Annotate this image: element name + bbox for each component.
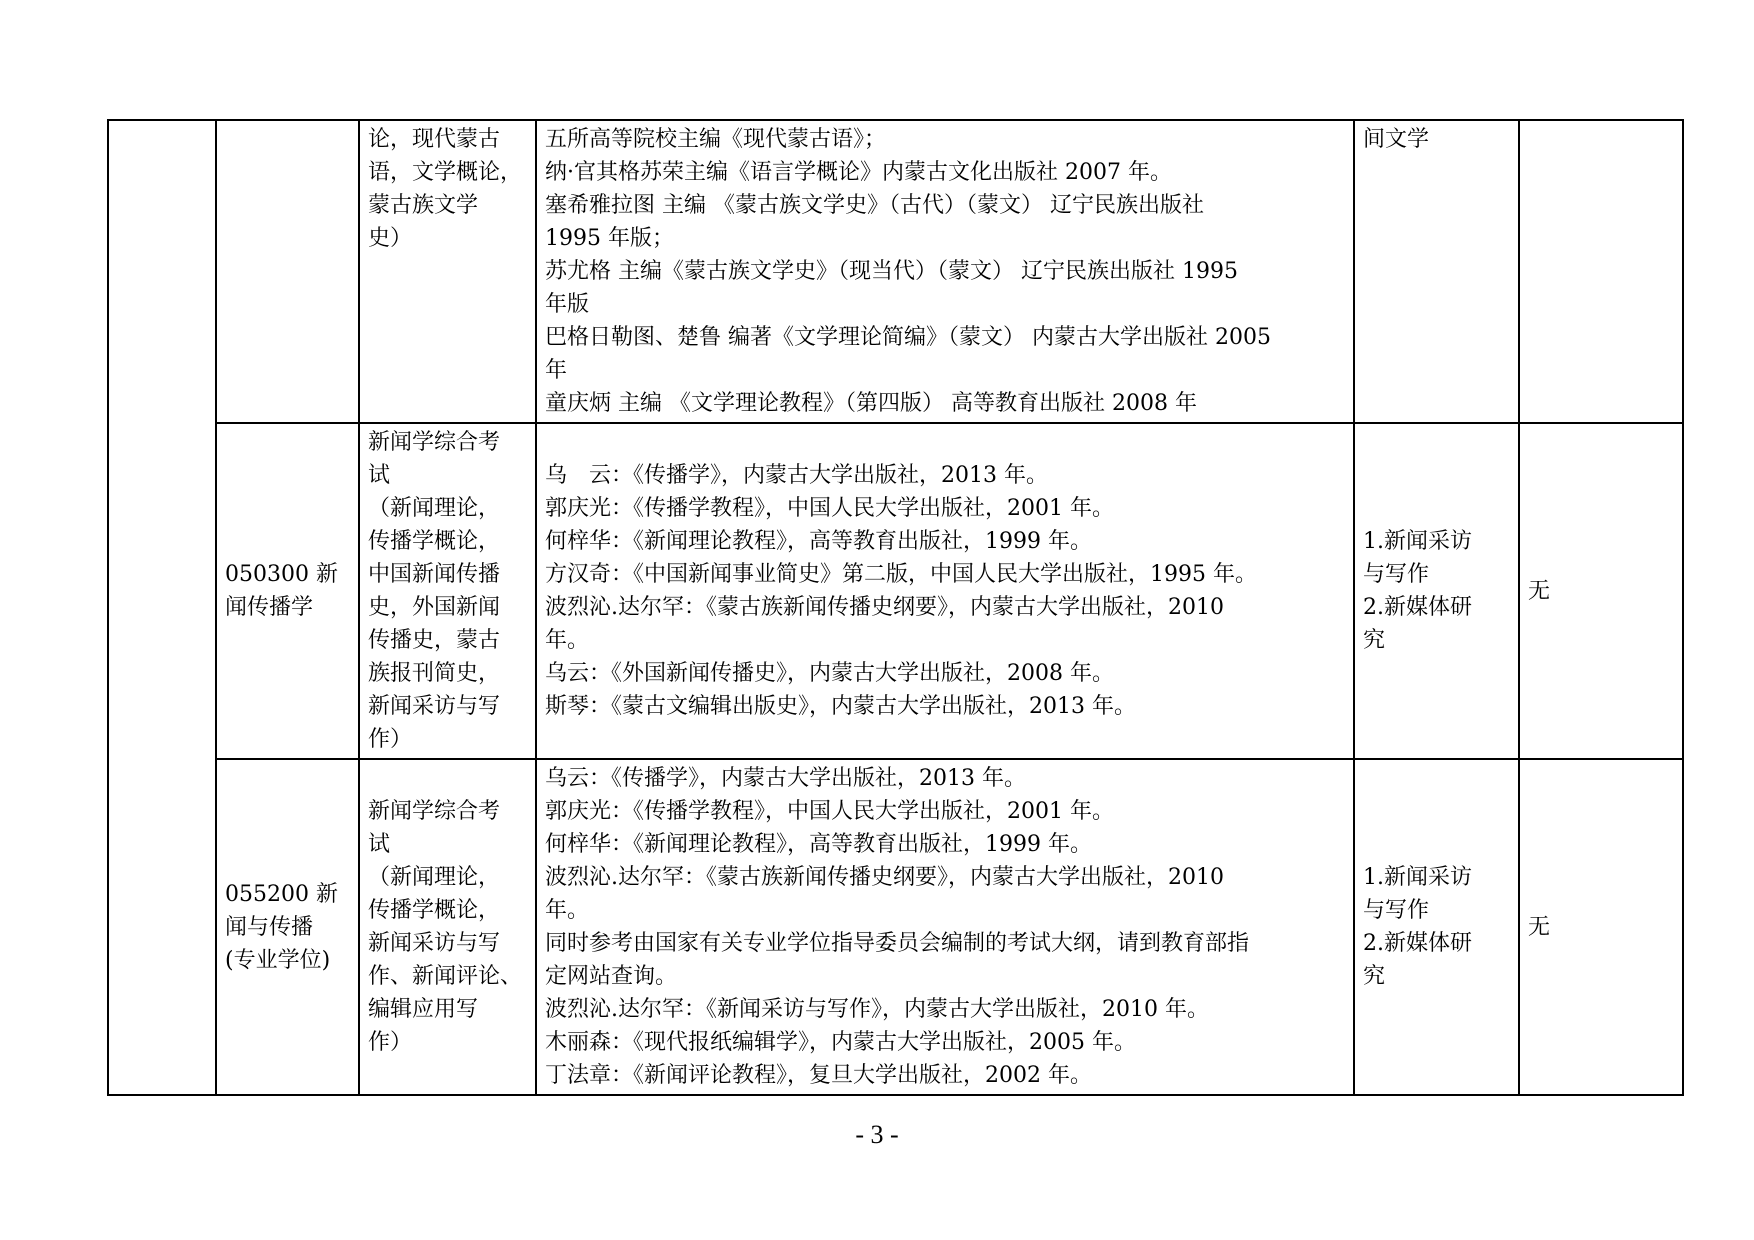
cell-line: 史，外国新闻 (368, 595, 501, 620)
cell-line: 究 (1363, 964, 1386, 989)
cell-line: 试 (368, 463, 391, 488)
cell-line: 年。 (545, 898, 590, 923)
cell-line: 巴格日勒图、楚鲁 编著《文学理论简编》（蒙文） 内蒙古大学出版社 2005 (545, 325, 1271, 350)
cell-line: 定网站查询。 (545, 964, 678, 989)
exam-subject-cell (359, 759, 536, 1095)
page-number: - 3 - (855, 1120, 899, 1149)
cell-line: 编辑应用写 (368, 997, 479, 1022)
cell-line: 1.新闻采访 (1363, 529, 1472, 554)
cell-line: 乌云：《传播学》，内蒙古大学出版社，2013 年。 (545, 766, 1026, 791)
cell-line: 木丽森：《现代报纸编辑学》，内蒙古大学出版社，2005 年。 (545, 1030, 1136, 1055)
cell-line: 1995 年版； (545, 226, 674, 251)
cell-line: 同时参考由国家有关专业学位指导委员会编制的考试大纲，请到教育部指 (545, 931, 1250, 956)
cell-line: 何梓华：《新闻理论教程》，高等教育出版社，1999 年。 (545, 832, 1092, 857)
cell-line: 无 (1528, 914, 1551, 940)
major-cell (216, 423, 359, 759)
references-cell (536, 759, 1354, 1095)
cell-line: （新闻理论， (368, 865, 501, 890)
cell-line: 新闻采访与写 (368, 694, 501, 719)
cell-line: 与写作 (1363, 562, 1430, 587)
cell-line: 方汉奇：《中国新闻事业简史》第二版，中国人民大学出版社，1995 年。 (545, 562, 1257, 587)
remarks-cell (1519, 120, 1683, 423)
cell-line: 究 (1363, 628, 1386, 653)
references-cell (536, 120, 1354, 423)
cell-line: 苏尤格 主编《蒙古族文学史》（现当代）（蒙文） 辽宁民族出版社 1995 (545, 259, 1238, 284)
remarks-cell (1519, 759, 1683, 1095)
cell-line: 传播学概论， (368, 529, 501, 554)
cell-line: （新闻理论， (368, 496, 501, 521)
cell-line: 郭庆光：《传播学教程》，中国人民大学出版社，2001 年。 (545, 799, 1114, 824)
cell-line: 2.新媒体研 (1363, 931, 1472, 956)
cell-line: 闻传播学 (225, 595, 314, 620)
cell-line: 童庆炳 主编 《文学理论教程》（第四版） 高等教育出版社 2008 年 (545, 391, 1197, 416)
cell-line: 何梓华：《新闻理论教程》，高等教育出版社，1999 年。 (545, 529, 1092, 554)
cell-line: 波烈沁.达尔罕：《蒙古族新闻传播史纲要》，内蒙古大学出版社，2010 (545, 865, 1224, 890)
college-cell (108, 120, 216, 1095)
major-cell (216, 120, 359, 423)
major-cell (216, 759, 359, 1095)
cell-line: 传播史，蒙古 (368, 628, 501, 653)
cell-line: 新闻学综合考 (368, 430, 501, 455)
cell-line: 史） (368, 226, 413, 251)
cell-line: 2.新媒体研 (1363, 595, 1472, 620)
cell-line: 斯琴：《蒙古文编辑出版史》，内蒙古大学出版社，2013 年。 (545, 694, 1136, 719)
cell-line: 055200 新 (225, 881, 338, 907)
exam-subject-cell (359, 423, 536, 759)
cell-line: 闻与传播 (225, 914, 314, 940)
cell-line: 新闻学综合考 (368, 799, 501, 824)
cell-line: 年 (545, 358, 568, 383)
cell-line: 波烈沁.达尔罕：《新闻采访与写作》，内蒙古大学出版社，2010 年。 (545, 997, 1209, 1022)
retest-subject-cell (1354, 423, 1519, 759)
exam-subject-cell (359, 120, 536, 423)
catalog-table (107, 119, 1684, 1096)
cell-line: 乌 云：《传播学》，内蒙古大学出版社，2013 年。 (545, 463, 1048, 488)
cell-line: 丁法章：《新闻评论教程》，复旦大学出版社，2002 年。 (545, 1063, 1092, 1088)
cell-line: 郭庆光：《传播学教程》，中国人民大学出版社，2001 年。 (545, 496, 1114, 521)
cell-line: 无 (1528, 578, 1551, 604)
table-row (108, 759, 1683, 1095)
cell-line: 试 (368, 832, 391, 857)
cell-line: 与写作 (1363, 898, 1430, 923)
cell-line: 波烈沁.达尔罕：《蒙古族新闻传播史纲要》，内蒙古大学出版社，2010 (545, 595, 1224, 620)
cell-line: 作） (368, 727, 413, 752)
cell-line: 作） (368, 1030, 413, 1055)
cell-line: 蒙古族文学 (368, 193, 479, 218)
cell-line: 间文学 (1363, 127, 1430, 152)
cell-line: 作、新闻评论、 (368, 964, 523, 989)
retest-subject-cell (1354, 759, 1519, 1095)
remarks-cell (1519, 423, 1683, 759)
cell-line: 中国新闻传播 (368, 562, 501, 587)
cell-line: 语，文学概论， (368, 160, 523, 185)
cell-line: 五所高等院校主编《现代蒙古语》； (545, 127, 887, 152)
cell-line: 论，现代蒙古 (368, 127, 501, 152)
table-row (108, 120, 1683, 423)
references-cell (536, 423, 1354, 759)
table-row (108, 423, 1683, 759)
cell-line: 纳·官其格苏荣主编《语言学概论》内蒙古文化出版社 2007 年。 (545, 160, 1172, 185)
cell-line: 传播学概论， (368, 898, 501, 923)
cell-line: 1.新闻采访 (1363, 865, 1472, 890)
cell-line: 塞希雅拉图 主编 《蒙古族文学史》（古代）（蒙文） 辽宁民族出版社 (545, 193, 1204, 218)
cell-line: (专业学位) (225, 947, 331, 973)
cell-line: 年版 (545, 292, 590, 317)
cell-line: 族报刊简史， (368, 661, 501, 686)
cell-line: 乌云：《外国新闻传播史》，内蒙古大学出版社，2008 年。 (545, 661, 1114, 686)
cell-line: 年。 (545, 628, 590, 653)
cell-line: 新闻采访与写 (368, 931, 501, 956)
retest-subject-cell (1354, 120, 1519, 423)
cell-line: 050300 新 (225, 562, 338, 587)
